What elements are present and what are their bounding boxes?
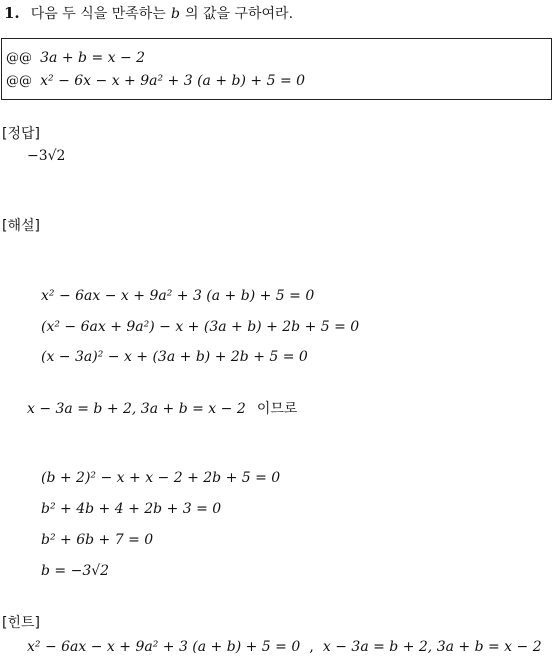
- explanation-line-3: (x − 3a)² − x + (3a + b) + 2b + 5 = 0: [41, 349, 308, 365]
- problem-statement: [4, 3, 293, 23]
- condition-2: [6, 73, 305, 89]
- condition-1: [6, 50, 145, 66]
- explanation-line-6: b² + 6b + 7 = 0: [41, 532, 154, 548]
- explanation-line-5: b² + 4b + 4 + 2b + 3 = 0: [41, 501, 222, 517]
- bridge-math: x − 3a = b + 2, 3a + b = x − 2: [27, 401, 246, 417]
- condition-expr: x² − 6x − x + 9a² + 3 (a + b) + 5 = 0: [40, 73, 306, 89]
- answer-value: −3√2: [27, 148, 66, 164]
- condition-marker: @@: [6, 51, 32, 66]
- conditions-box: [1, 38, 552, 100]
- condition-marker: @@: [6, 74, 32, 89]
- bridge-text: 이므로: [256, 401, 298, 417]
- problem-number: 1.: [4, 4, 20, 22]
- hint-content: [27, 636, 542, 655]
- explanation-line-7: b = −3√2: [41, 563, 110, 579]
- explanation-line-4: (b + 2)² − x + x − 2 + 2b + 5 = 0: [41, 470, 281, 486]
- explanation-line-1: x² − 6ax − x + 9a² + 3 (a + b) + 5 = 0: [41, 288, 315, 304]
- condition-expr: 3a + b = x − 2: [40, 50, 146, 66]
- hint-label: [힌트]: [2, 615, 40, 631]
- explanation-bridge: [27, 398, 297, 418]
- problem-var: b: [170, 6, 180, 22]
- explanation-label: [해설]: [2, 218, 40, 234]
- explanation-line-2: (x² − 6ax + 9a²) − x + (3a + b) + 2b + 5 = 0: [41, 319, 360, 335]
- answer-label: [정답]: [2, 126, 40, 142]
- problem-text-a: 다음 두 식을 만족하는: [30, 6, 166, 22]
- problem-text-b: 의 값을 구하여라.: [185, 6, 294, 22]
- hint-separator: ,: [309, 639, 314, 655]
- hint-expr-b: x − 3a = b + 2, 3a + b = x − 2: [322, 639, 542, 655]
- hint-expr-a: x² − 6ax − x + 9a² + 3 (a + b) + 5 = 0: [27, 639, 301, 655]
